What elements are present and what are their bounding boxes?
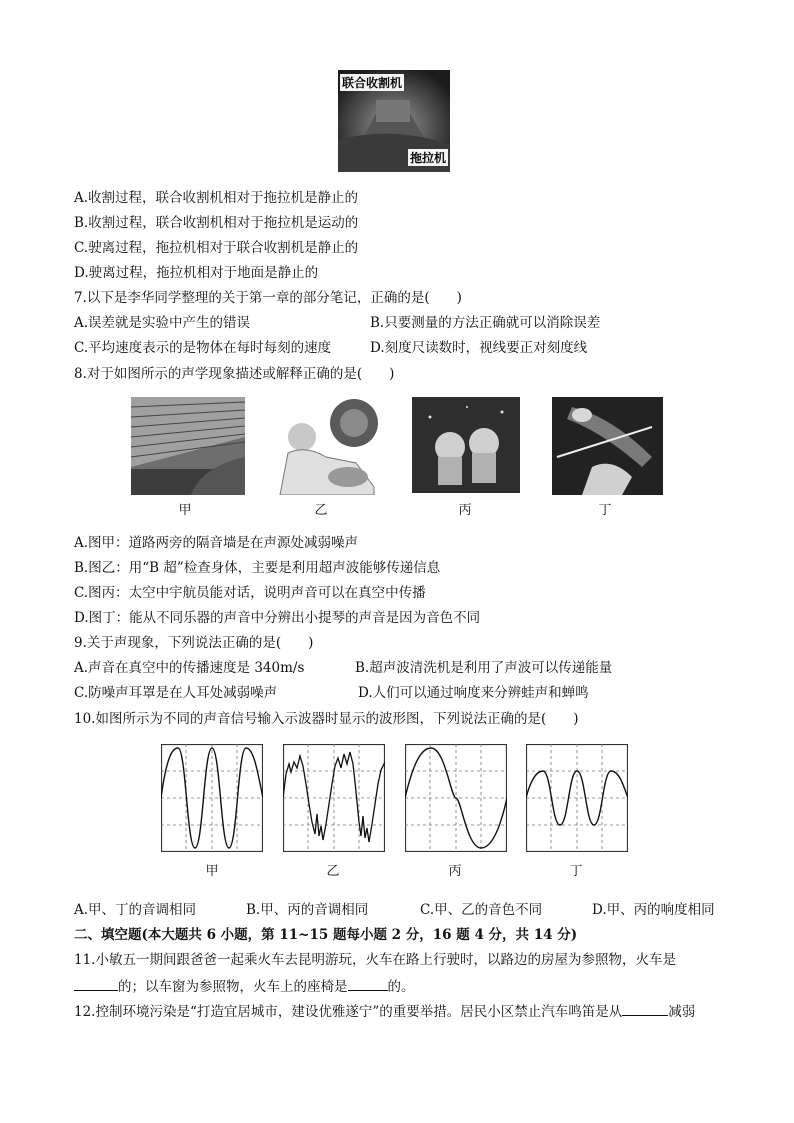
q8-caption-yi: 乙 — [314, 503, 328, 518]
q8-option-d: D.图丁：能从不同乐器的声音中分辨出小提琴的声音是因为音色不同 — [74, 610, 481, 626]
harvester-label: 联合收割机 — [342, 76, 403, 90]
q10-option-a: A.甲、丁的音调相同 — [74, 902, 197, 918]
q11-line-2-text-b: 的。 — [387, 979, 415, 995]
oscilloscope-jia — [161, 744, 263, 852]
q8-option-a: A.图甲：道路两旁的隔音墙是在声源处减弱噪声 — [74, 535, 359, 551]
q8-option-b: B.图乙：用“B 超”检查身体，主要是利用超声波能够传递信息 — [74, 560, 441, 576]
q10-caption-yi: 乙 — [326, 864, 340, 879]
q8-photo-jia-sound-barrier — [131, 397, 245, 495]
harvester-tractor-photo — [338, 70, 450, 172]
section-2-heading: 二、填空题(本大题共 6 小题，第 11~15 题每小题 2 分，16 题 4 分，共 14 分) — [74, 927, 578, 943]
q8-option-c: C.图丙：太空中宇航员能对话，说明声音可以在真空中传播 — [74, 585, 426, 601]
oscilloscope-yi — [283, 744, 385, 852]
q9-option-d: D.人们可以通过响度来分辨蛙声和蝉鸣 — [358, 685, 589, 701]
q9-option-c: C.防噪声耳罩是在人耳处减弱噪声 — [74, 685, 278, 701]
q6-option-d: D.驶离过程，拖拉机相对于地面是静止的 — [74, 265, 319, 281]
q10-option-c: C.甲、乙的音色不同 — [420, 902, 543, 918]
q6-option-b: B.收割过程，联合收割机相对于拖拉机是运动的 — [74, 215, 359, 231]
q10-caption-bing: 丙 — [448, 864, 462, 879]
q8-photo-bing-astronauts — [412, 397, 520, 493]
q8-caption-bing: 丙 — [458, 503, 472, 518]
q7-option-a: A.误差就是实验中产生的错误 — [74, 315, 251, 331]
q11-line-2 — [74, 976, 415, 996]
q10-stem: 10.如图所示为不同的声音信号输入示波器时显示的波形图，下列说法正确的是( ) — [74, 711, 579, 727]
q8-photo-yi-b-ultrasound — [266, 397, 380, 495]
q6-option-a: A.收割过程，联合收割机相对于拖拉机是静止的 — [74, 190, 359, 206]
q11-blank-1[interactable] — [74, 976, 118, 991]
q12-line-1 — [74, 1001, 695, 1021]
q8-stem: 8.对于如图所示的声学现象描述或解释正确的是( ) — [74, 366, 395, 382]
q12-line-1-text-a: 12.控制环境污染是“打造宜居城市，建设优雅遂宁”的重要举措。居民小区禁止汽车鸣笛是从 — [74, 1004, 623, 1020]
q11-blank-2[interactable] — [348, 976, 388, 991]
q10-option-b: B.甲、丙的音调相同 — [246, 902, 369, 918]
q9-option-a: A.声音在真空中的传播速度是 340m/s — [74, 660, 305, 676]
q7-option-b: B.只要测量的方法正确就可以消除误差 — [370, 315, 601, 331]
q9-stem: 9.关于声现象，下列说法正确的是( ) — [74, 635, 314, 651]
q10-caption-jia: 甲 — [205, 864, 219, 879]
q12-line-1-text-b: 减弱 — [668, 1004, 696, 1020]
q12-blank-1[interactable] — [622, 1001, 668, 1016]
q6-option-c: C.驶离过程，拖拉机相对于联合收割机是静止的 — [74, 240, 359, 256]
q7-option-c: C.平均速度表示的是物体在每时每刻的速度 — [74, 340, 332, 356]
q8-photo-ding-violin — [552, 397, 663, 495]
oscilloscope-ding — [526, 744, 628, 852]
q10-caption-ding: 丁 — [569, 864, 583, 879]
q7-stem: 7.以下是李华同学整理的关于第一章的部分笔记，正确的是( ) — [74, 290, 462, 306]
q7-option-d: D.刻度尺读数时，视线要正对刻度线 — [370, 340, 588, 356]
q11-line-2-text-a: 的；以车窗为参照物，火车上的座椅是 — [118, 979, 348, 995]
q9-option-b: B.超声波清洗机是利用了声波可以传递能量 — [355, 660, 613, 676]
q11-line-1: 11.小敏五一期间跟爸爸一起乘火车去昆明游玩，火车在路上行驶时，以路边的房屋为参照物，火车是 — [74, 952, 676, 968]
tractor-label: 拖拉机 — [409, 151, 446, 165]
q8-caption-ding: 丁 — [598, 503, 612, 518]
q8-caption-jia: 甲 — [178, 503, 192, 518]
q10-option-d: D.甲、丙的响度相同 — [592, 902, 715, 918]
oscilloscope-bing — [405, 744, 507, 852]
